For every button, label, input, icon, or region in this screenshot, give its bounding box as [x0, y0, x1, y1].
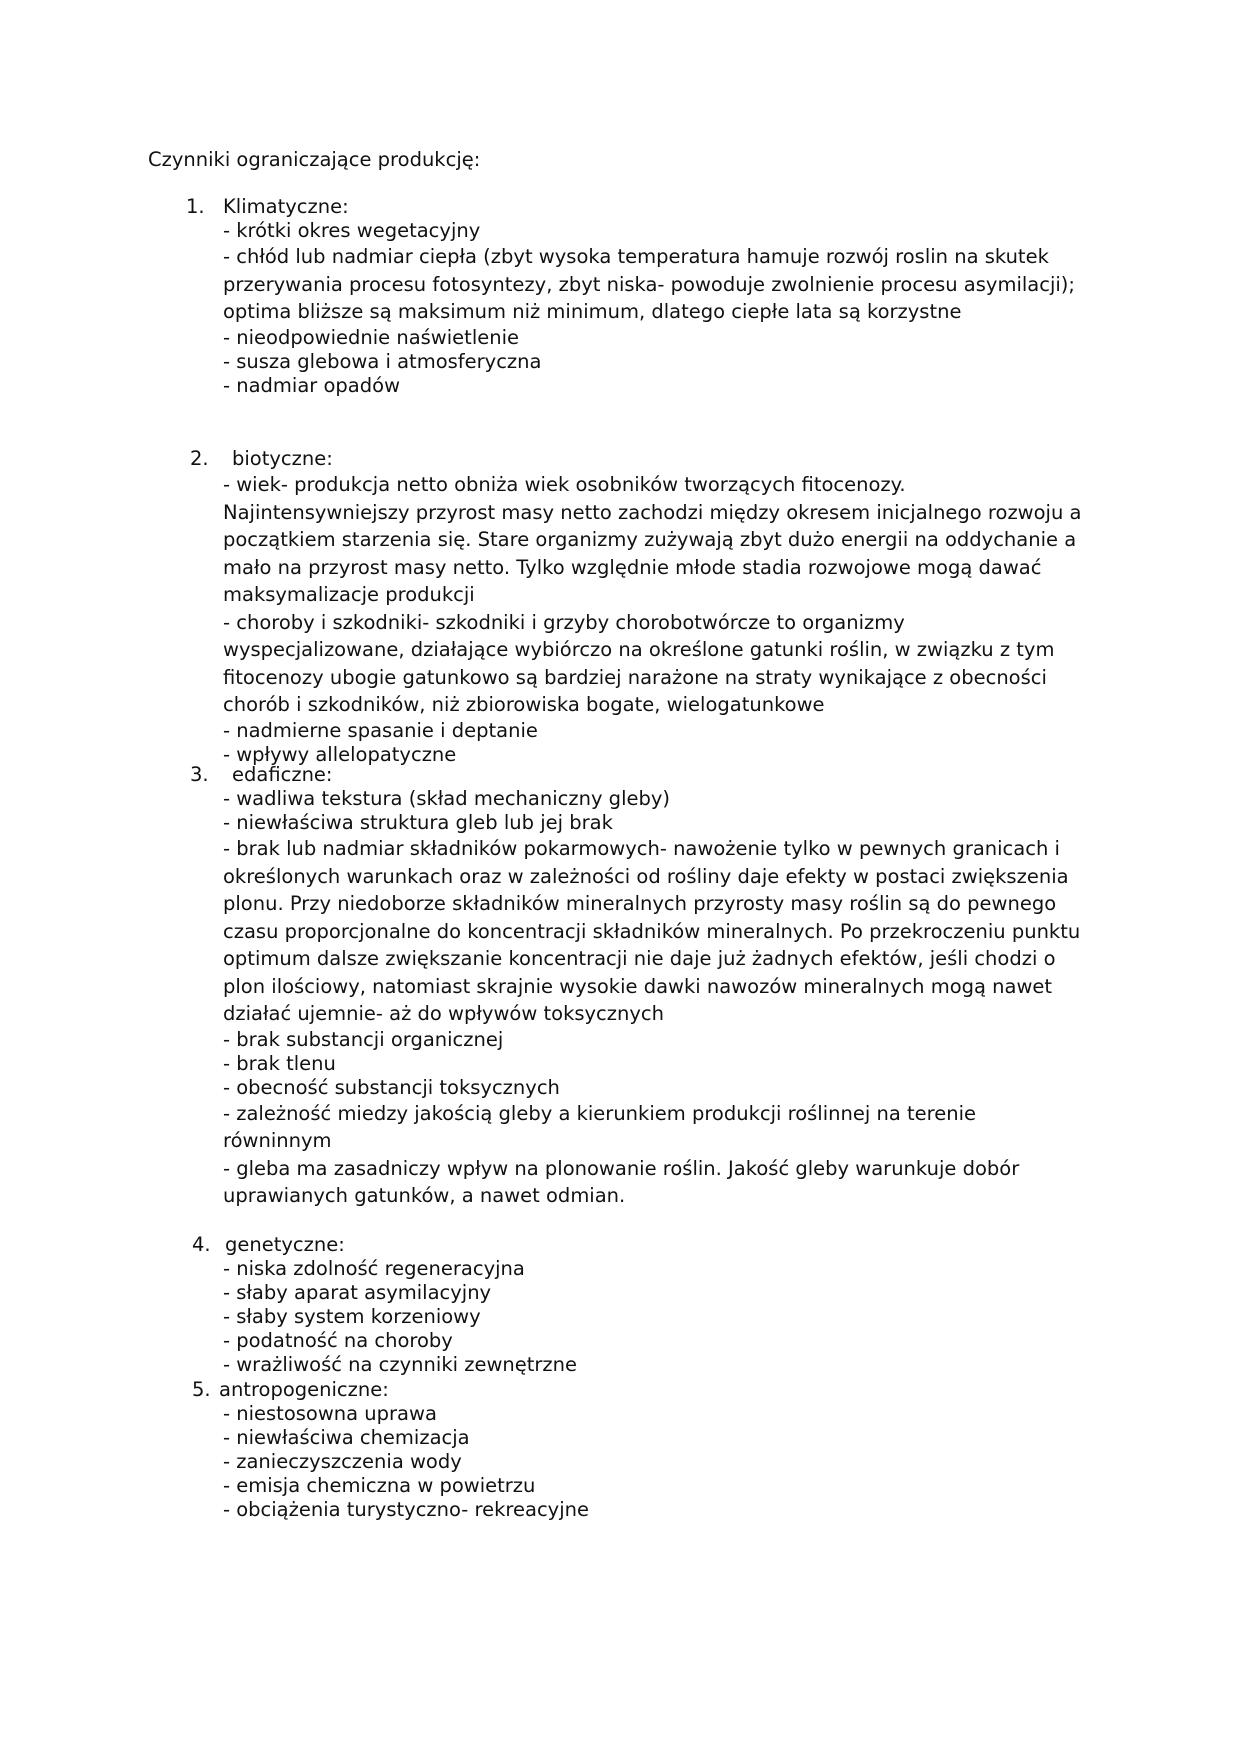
section-heading: Klimatyczne:	[223, 195, 349, 218]
list-item: - słaby system korzeniowy	[223, 1305, 481, 1328]
list-item: - obciążenia turystyczno- rekreacyjne	[223, 1498, 589, 1521]
list-item: - niestosowna uprawa	[223, 1402, 437, 1425]
document-title: Czynniki ograniczające produkcję:	[148, 148, 481, 171]
list-item: - wrażliwość na czynniki zewnętrzne	[223, 1353, 578, 1376]
section-number: 5.	[192, 1378, 211, 1401]
section-number: 1.	[186, 195, 205, 218]
list-item: - susza glebowa i atmosferyczna	[223, 349, 542, 373]
list-item: - gleba ma zasadniczy wpływ na plonowanie roślin. Jakość gleby warunkuje dobór uprawianych gatunków, a nawet odmian.	[223, 1156, 1020, 1207]
section-body	[223, 1233, 1083, 1377]
list-item: - obecność substancji toksycznych	[223, 1075, 560, 1099]
section-body	[223, 763, 1083, 1210]
list-item: - chłód lub nadmiar ciepła (zbyt wysoka temperatura hamuje rozwój roslin na skutek przerywania procesu fotosyntezy, zbyt niska- powoduje zwolnienie procesu asymilacji); optima bliższe są maksimum niż minimum, dlatego ciepłe lata są korzystne	[223, 245, 1075, 323]
list-item: - wiek- produkcja netto obniża wiek osobników tworzących fitocenozy. Najintensywniejszy przyrost masy netto zachodzi między okresem inicjalnego rozwoju a początkiem starzenia się. Stare organizmy zużywają zbyt dużo energii na oddychanie a mało na przyrost masy netto. Tylko względnie młode stadia rozwojowe mogą dawać maksymalizacje produkcji	[223, 473, 1082, 606]
section-number: 3.	[190, 763, 209, 786]
list-item: - niewłaściwa struktura gleb lub jej brak	[223, 811, 613, 834]
section-number: 2.	[190, 447, 209, 470]
section-heading: edaficzne:	[232, 763, 333, 786]
section-heading: antropogeniczne:	[219, 1378, 389, 1401]
list-item: - niewłaściwa chemizacja	[223, 1426, 470, 1449]
list-item: - emisja chemiczna w powietrzu	[223, 1474, 536, 1497]
list-item: - wpływy allelopatyczne	[223, 742, 457, 766]
list-item: - zależność miedzy jakością gleby a kierunkiem produkcji roślinnej na terenie równinnym	[223, 1101, 976, 1152]
list-item: - słaby aparat asymilacyjny	[223, 1281, 492, 1304]
section-body	[219, 1378, 1083, 1522]
list-item: - podatność na choroby	[223, 1329, 453, 1352]
section-heading: genetyczne:	[225, 1233, 345, 1256]
section-body	[223, 447, 1083, 767]
list-item: - nadmiar opadów	[223, 373, 401, 397]
list-item: - brak lub nadmiar składników pokarmowych- nawożenie tylko w pewnych granicach i określonych warunkach oraz w zależności od rośliny daje efekty w postaci zwiększenia plonu. Przy niedoborze składników mineralnych przyrosty masy roślin są do pewnego czasu proporcjonalne do koncentracji składników mineralnych. Po przekroczeniu punktu optimum dalsze zwiększanie koncentracji nie daje już żadnych efektów, jeśli chodzi o plon ilościowy, natomiast skrajnie wysokie dawki nawozów mineralnych mogą nawet działać ujemnie- aż do wpływów toksycznych	[223, 837, 1081, 1025]
section-heading: biotyczne:	[232, 447, 333, 470]
list-item: - nadmierne spasanie i deptanie	[223, 718, 538, 742]
list-item: - choroby i szkodniki- szkodniki i grzyby chorobotwórcze to organizmy wyspecjalizowane, działające wybiórczo na określone gatunki roślin, w związku z tym fitocenozy ubogie gatunkowo są bardziej narażone na straty wynikające z obecności chorób i szkodników, niż zbiorowiska bogate, wielogatunkowe	[223, 610, 1055, 716]
list-item: - zanieczyszczenia wody	[223, 1450, 462, 1473]
list-item: - niska zdolność regeneracyjna	[223, 1257, 525, 1280]
section-number: 4.	[192, 1233, 211, 1256]
list-item: - wadliwa tekstura (skład mechaniczny gleby)	[223, 787, 671, 810]
section-body	[223, 195, 1083, 398]
list-item: - krótki okres wegetacyjny	[223, 219, 481, 242]
list-item: - nieodpowiednie naświetlenie	[223, 325, 520, 349]
list-item: - brak tlenu	[223, 1051, 336, 1075]
list-item: - brak substancji organicznej	[223, 1027, 504, 1051]
